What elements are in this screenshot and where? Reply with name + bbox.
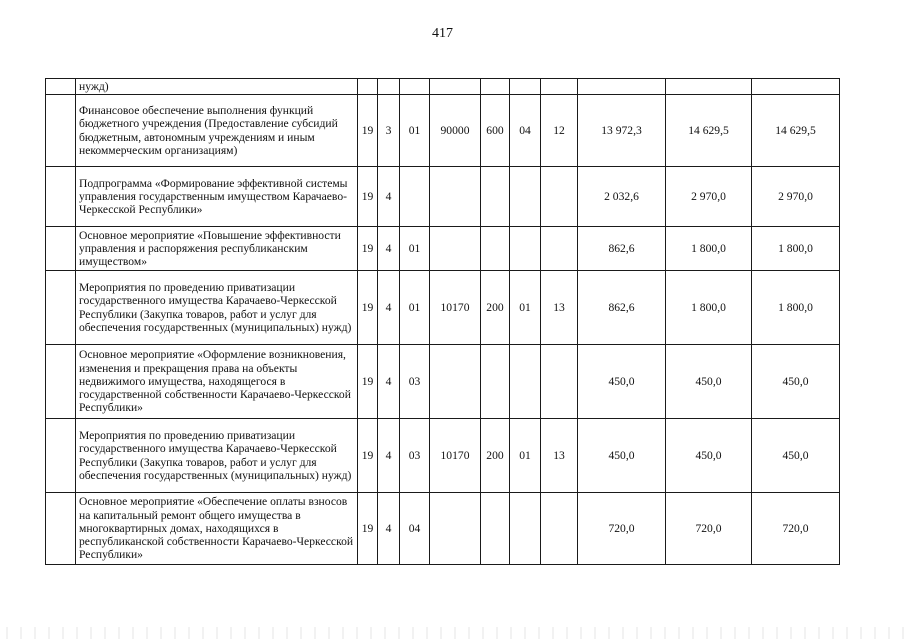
table-row bbox=[46, 419, 840, 493]
cell-y1: 450,0 bbox=[578, 419, 666, 493]
cell-rz bbox=[510, 79, 541, 95]
scan-artifact bbox=[0, 627, 905, 639]
cell-name: Финансовое обеспечение выполнения функций бюджетного учреждения (Предоставление субсидий бюджетным, автономным учреждениям и иным некоммерческим организациям) bbox=[76, 95, 358, 167]
budget-table bbox=[45, 78, 840, 565]
table-row bbox=[46, 345, 840, 419]
cell-name: Основное мероприятие «Повышение эффективности управления и распоряжения республиканским имуществом» bbox=[76, 227, 358, 271]
cell-pr: 12 bbox=[541, 95, 578, 167]
cell-y2: 450,0 bbox=[666, 345, 752, 419]
cell-om: 03 bbox=[400, 419, 430, 493]
row-number-cell bbox=[46, 79, 76, 95]
cell-dir: 90000 bbox=[430, 95, 481, 167]
cell-dir: 10170 bbox=[430, 419, 481, 493]
cell-om: 01 bbox=[400, 271, 430, 345]
cell-pp: 4 bbox=[378, 167, 400, 227]
row-number-cell bbox=[46, 493, 76, 565]
cell-y3: 14 629,5 bbox=[752, 95, 840, 167]
table-row bbox=[46, 79, 840, 95]
cell-y3: 1 800,0 bbox=[752, 227, 840, 271]
cell-gp: 19 bbox=[358, 271, 378, 345]
cell-pr bbox=[541, 493, 578, 565]
cell-gp: 19 bbox=[358, 167, 378, 227]
cell-rz bbox=[510, 493, 541, 565]
cell-dir bbox=[430, 345, 481, 419]
cell-pr bbox=[541, 79, 578, 95]
table-row bbox=[46, 95, 840, 167]
cell-om: 01 bbox=[400, 95, 430, 167]
cell-om: 01 bbox=[400, 227, 430, 271]
cell-vr: 200 bbox=[481, 419, 510, 493]
cell-y2: 720,0 bbox=[666, 493, 752, 565]
cell-vr: 200 bbox=[481, 271, 510, 345]
cell-y3: 450,0 bbox=[752, 419, 840, 493]
table-row bbox=[46, 167, 840, 227]
cell-gp: 19 bbox=[358, 493, 378, 565]
cell-pr bbox=[541, 167, 578, 227]
cell-rz bbox=[510, 345, 541, 419]
table-row bbox=[46, 493, 840, 565]
cell-gp: 19 bbox=[358, 227, 378, 271]
table-row bbox=[46, 227, 840, 271]
cell-rz: 04 bbox=[510, 95, 541, 167]
cell-pp bbox=[378, 79, 400, 95]
table-row bbox=[46, 271, 840, 345]
cell-y1: 862,6 bbox=[578, 227, 666, 271]
cell-vr bbox=[481, 167, 510, 227]
cell-vr: 600 bbox=[481, 95, 510, 167]
cell-pr: 13 bbox=[541, 419, 578, 493]
cell-dir: 10170 bbox=[430, 271, 481, 345]
cell-y3: 720,0 bbox=[752, 493, 840, 565]
cell-gp: 19 bbox=[358, 419, 378, 493]
cell-y2 bbox=[666, 79, 752, 95]
cell-rz: 01 bbox=[510, 271, 541, 345]
cell-name: нужд) bbox=[76, 79, 358, 95]
cell-om bbox=[400, 79, 430, 95]
cell-y3 bbox=[752, 79, 840, 95]
cell-dir bbox=[430, 167, 481, 227]
cell-vr bbox=[481, 493, 510, 565]
cell-pp: 4 bbox=[378, 493, 400, 565]
cell-pp: 4 bbox=[378, 227, 400, 271]
cell-y3: 2 970,0 bbox=[752, 167, 840, 227]
cell-y1: 720,0 bbox=[578, 493, 666, 565]
cell-rz bbox=[510, 227, 541, 271]
cell-rz bbox=[510, 167, 541, 227]
row-number-cell bbox=[46, 227, 76, 271]
cell-y2: 14 629,5 bbox=[666, 95, 752, 167]
cell-gp: 19 bbox=[358, 345, 378, 419]
cell-y2: 1 800,0 bbox=[666, 227, 752, 271]
cell-name: Основное мероприятие «Оформление возникновения, изменения и прекращения права на объекты недвижимого имущества, находящегося в государственной собственности Карачаево-Черкесской Республики» bbox=[76, 345, 358, 419]
cell-name: Основное мероприятие «Обеспечение оплаты взносов на капитальный ремонт общего имущества в многоквартирных домах, находящихся в республиканской собственности Карачаево-Черкесской Республики» bbox=[76, 493, 358, 565]
cell-name: Подпрограмма «Формирование эффективной системы управления государственным имуществом Карачаево-Черкесской Республики» bbox=[76, 167, 358, 227]
cell-dir bbox=[430, 227, 481, 271]
row-number-cell bbox=[46, 271, 76, 345]
cell-dir bbox=[430, 493, 481, 565]
cell-name: Мероприятия по проведению приватизации государственного имущества Карачаево-Черкесской Республики (Закупка товаров, работ и услуг для обеспечения государственных (муниципальных) нужд) bbox=[76, 271, 358, 345]
row-number-cell bbox=[46, 345, 76, 419]
cell-rz: 01 bbox=[510, 419, 541, 493]
cell-y1: 862,6 bbox=[578, 271, 666, 345]
cell-pp: 4 bbox=[378, 271, 400, 345]
cell-y3: 450,0 bbox=[752, 345, 840, 419]
cell-vr bbox=[481, 345, 510, 419]
cell-gp bbox=[358, 79, 378, 95]
cell-om: 03 bbox=[400, 345, 430, 419]
cell-y1: 13 972,3 bbox=[578, 95, 666, 167]
cell-y1 bbox=[578, 79, 666, 95]
cell-pr: 13 bbox=[541, 271, 578, 345]
cell-pp: 4 bbox=[378, 345, 400, 419]
page-number: 417 bbox=[432, 26, 453, 41]
cell-y2: 1 800,0 bbox=[666, 271, 752, 345]
cell-gp: 19 bbox=[358, 95, 378, 167]
cell-y3: 1 800,0 bbox=[752, 271, 840, 345]
cell-y2: 450,0 bbox=[666, 419, 752, 493]
cell-vr bbox=[481, 227, 510, 271]
row-number-cell bbox=[46, 167, 76, 227]
cell-vr bbox=[481, 79, 510, 95]
cell-pp: 4 bbox=[378, 419, 400, 493]
cell-om bbox=[400, 167, 430, 227]
cell-pp: 3 bbox=[378, 95, 400, 167]
cell-y2: 2 970,0 bbox=[666, 167, 752, 227]
row-number-cell bbox=[46, 419, 76, 493]
cell-pr bbox=[541, 345, 578, 419]
cell-dir bbox=[430, 79, 481, 95]
cell-y1: 450,0 bbox=[578, 345, 666, 419]
row-number-cell bbox=[46, 95, 76, 167]
cell-name: Мероприятия по проведению приватизации государственного имущества Карачаево-Черкесской Республики (Закупка товаров, работ и услуг для обеспечения государственных (муниципальных) нужд) bbox=[76, 419, 358, 493]
cell-pr bbox=[541, 227, 578, 271]
cell-y1: 2 032,6 bbox=[578, 167, 666, 227]
cell-om: 04 bbox=[400, 493, 430, 565]
